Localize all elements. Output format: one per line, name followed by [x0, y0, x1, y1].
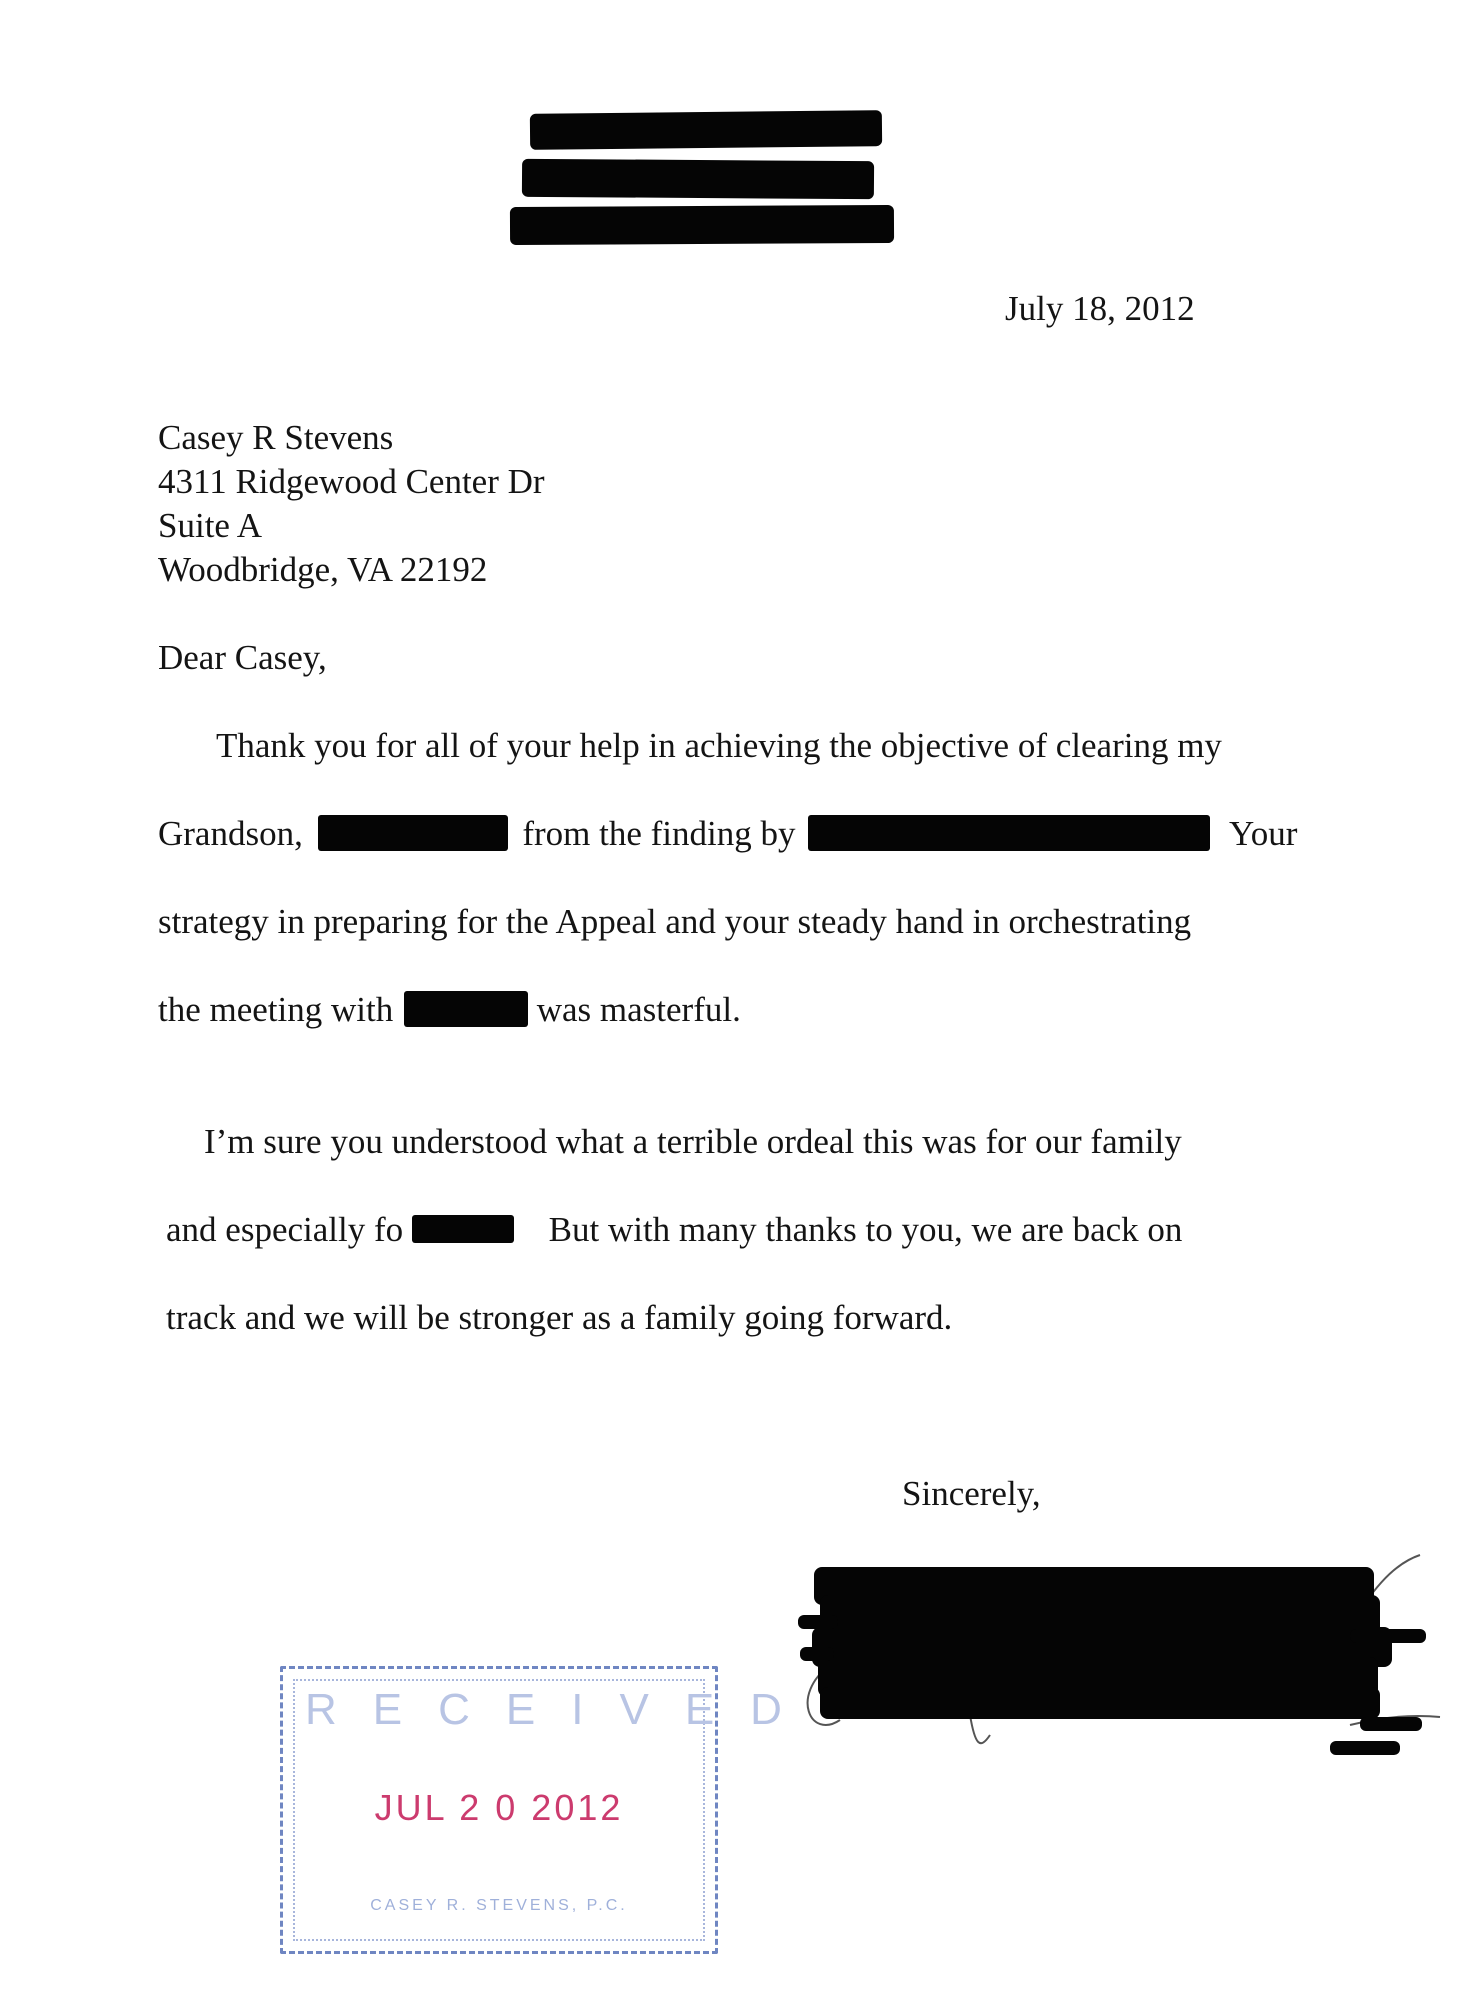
recipient-suite: Suite A	[158, 506, 263, 545]
recipient-city: Woodbridge, VA 22192	[158, 550, 488, 589]
paragraph-2-line-2-b: But with many thanks to you, we are back on	[548, 1210, 1183, 1249]
paragraph-2-line-2-a: and especially fo	[166, 1210, 404, 1249]
letter-date: July 18, 2012	[1005, 289, 1195, 328]
stamp-date: JUL 2 0 2012	[374, 1787, 624, 1828]
recipient-street: 4311 Ridgewood Center Dr	[158, 462, 545, 501]
paragraph-1-line-1: Thank you for all of your help in achieving the objective of clearing my	[216, 726, 1222, 765]
salutation: Dear Casey,	[158, 638, 327, 677]
stamp-received-word: RECEIVED	[305, 1685, 818, 1734]
name-redaction	[318, 815, 508, 851]
agency-redaction	[808, 815, 1210, 851]
received-stamp	[280, 1666, 818, 1954]
paragraph-1-line-2-c: Your	[1229, 814, 1298, 853]
closing: Sincerely,	[902, 1474, 1041, 1513]
family-member-redaction	[412, 1215, 514, 1243]
stamp-footer: CASEY R. STEVENS, P.C.	[370, 1897, 628, 1914]
person-redaction	[404, 991, 528, 1027]
paragraph-1-line-2-a: Grandson,	[158, 814, 303, 853]
paragraph-1-line-3: strategy in preparing for the Appeal and your steady hand in orchestrating	[158, 902, 1192, 941]
signature-redaction	[790, 1545, 1450, 1765]
paragraph-2-line-1: I’m sure you understood what a terrible ordeal this was for our family	[204, 1122, 1182, 1161]
paragraph-1-line-4-b: was masterful.	[536, 990, 741, 1029]
paragraph-2-line-3: track and we will be stronger as a family going forward.	[166, 1298, 953, 1337]
paragraph-1-line-2-b: from the finding by	[522, 814, 796, 853]
paragraph-1-line-2	[158, 812, 1297, 856]
paragraph-1-line-4	[158, 988, 741, 1032]
paragraph-2-line-2	[166, 1208, 1182, 1252]
paragraph-1-line-4-a: the meeting with	[158, 990, 394, 1029]
recipient-name: Casey R Stevens	[158, 418, 394, 457]
